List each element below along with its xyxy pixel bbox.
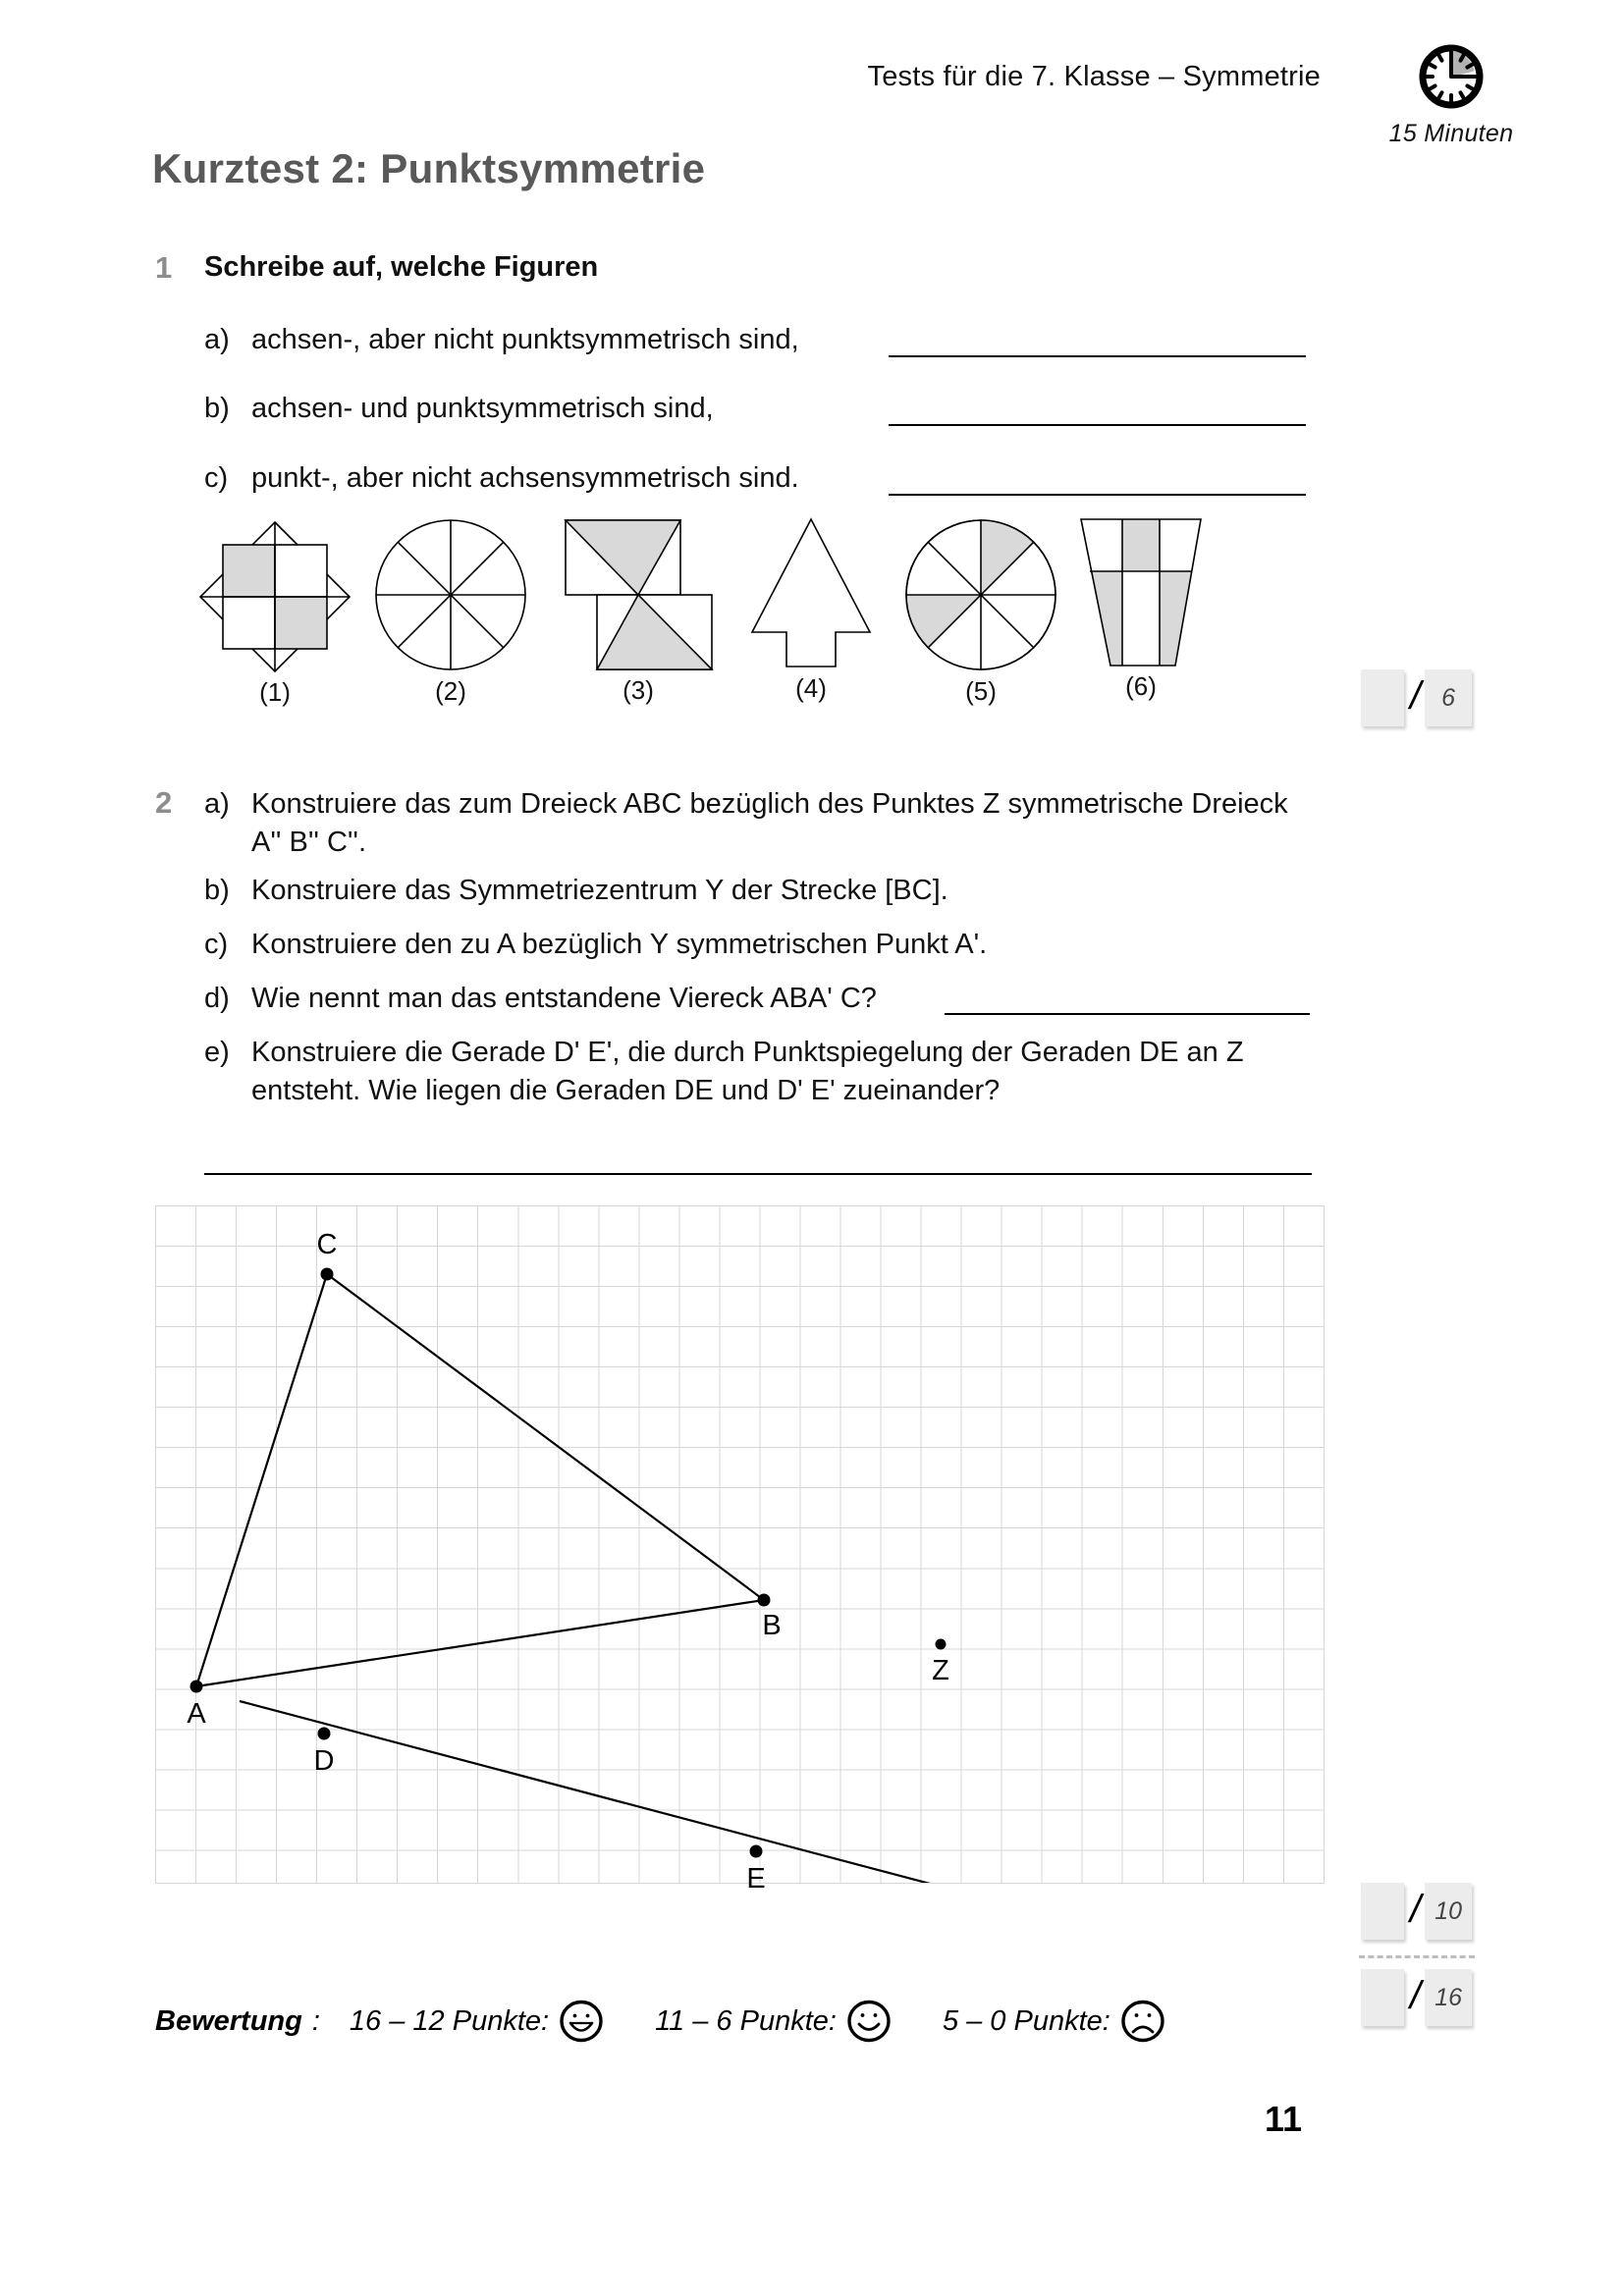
point-label-Z: Z <box>932 1655 949 1686</box>
point-label-A: A <box>187 1698 206 1730</box>
clock-icon <box>1363 39 1540 114</box>
item-text-d: Wie nennt man das entstandene Viereck ABA' C? <box>251 983 877 1014</box>
point-B <box>758 1594 771 1607</box>
figure-row <box>196 510 1208 717</box>
score-slash: / <box>1410 1888 1422 1931</box>
figure-circle-two-shaded-sectors <box>901 515 1060 707</box>
figure-arrow-tree <box>746 516 876 704</box>
point-A <box>190 1681 203 1693</box>
geometry-drawing <box>155 1205 1324 1883</box>
exercise-1-heading: Schreibe auf, welche Figuren <box>204 251 599 283</box>
face-happy-icon <box>559 1999 604 2044</box>
item-text-b: achsen- und punktsymmetrisch sind, <box>251 393 714 424</box>
score-exercise-1[interactable] <box>1361 669 1472 726</box>
answer-line-2d[interactable] <box>945 1013 1310 1015</box>
evaluation-band-low <box>943 1999 1165 2044</box>
score-input-total[interactable] <box>1361 1969 1404 2026</box>
figure-circle-eight-sectors <box>371 515 530 707</box>
item-text-a: Konstruiere das zum Dreieck ABC bezüglich des Punktes Z symmetrische Dreieck A'' B'' C''. <box>251 788 1288 858</box>
exercise-1-number: 1 <box>155 250 173 285</box>
exercise-1-item-b <box>204 390 892 428</box>
face-sad-icon <box>1120 1999 1165 2044</box>
score-total-separator <box>1359 1955 1475 1958</box>
item-text-a: achsen-, aber nicht punktsymmetrisch sind, <box>251 324 799 355</box>
item-text-e: Konstruiere die Gerade D' E', die durch Punktspiegelung der Geraden DE an Z entsteht. Wie liegen die Geraden DE und D' E' zueinander? <box>251 1037 1244 1106</box>
score-max-exercise-1: 6 <box>1425 669 1472 726</box>
item-text-b: Konstruiere das Symmetriezentrum Y der Strecke [BC]. <box>251 875 948 906</box>
geometry-grid[interactable] <box>155 1205 1325 1895</box>
item-label-c: c) <box>204 462 229 494</box>
figure-diamond-with-shaded-squares <box>196 518 353 708</box>
evaluation-band-mid-text: 11 – 6 Punkte: <box>655 2004 837 2037</box>
point-E <box>750 1845 763 1858</box>
page-title: Kurztest 2: Punktsymmetrie <box>152 145 706 191</box>
time-limit-block <box>1363 39 1540 148</box>
item-label-b: b) <box>204 393 230 424</box>
exercise-1-item-a <box>204 321 892 359</box>
evaluation-band-mid <box>655 1999 892 2044</box>
exercise-2-item-e <box>204 1034 1328 1109</box>
figure-inverted-trapezoid <box>1078 516 1204 702</box>
item-label-a: a) <box>204 324 230 355</box>
score-max-exercise-2: 10 <box>1425 1883 1472 1940</box>
point-C <box>321 1268 334 1281</box>
answer-line-1b[interactable] <box>889 424 1306 426</box>
item-text-c: punkt-, aber nicht achsensymmetrisch sind. <box>251 462 799 494</box>
item-label-d: d) <box>204 983 230 1014</box>
exercise-1-item-c <box>204 459 892 498</box>
running-head: Tests für die 7. Klasse – Symmetrie <box>867 61 1321 92</box>
evaluation-label: Bewertung <box>155 2004 302 2037</box>
item-label-e: e) <box>204 1037 230 1068</box>
exercise-2-item-d <box>204 980 990 1018</box>
score-input-exercise-1[interactable] <box>1361 669 1404 726</box>
figure-caption-3: (3) <box>623 675 654 705</box>
item-label-a: a) <box>204 788 230 820</box>
exercise-2-item-a <box>204 785 1314 861</box>
figure-caption-5: (5) <box>965 676 997 706</box>
score-slash: / <box>1410 674 1422 718</box>
page-number: 11 <box>1265 2099 1303 2139</box>
figure-caption-6: (6) <box>1125 671 1157 701</box>
point-label-E: E <box>746 1863 766 1895</box>
point-label-B: B <box>762 1610 782 1641</box>
item-label-c: c) <box>204 929 229 960</box>
exercise-2-number: 2 <box>155 785 173 820</box>
evaluation-band-high-text: 16 – 12 Punkte: <box>349 2004 550 2037</box>
score-max-total: 16 <box>1425 1969 1472 2026</box>
exercise-2-item-c <box>204 926 1314 964</box>
point-Z <box>936 1639 947 1650</box>
item-label-b: b) <box>204 875 230 906</box>
exercise-2-item-b <box>204 872 1314 910</box>
score-slash: / <box>1410 1974 1422 2017</box>
evaluation-band-low-text: 5 – 0 Punkte: <box>942 2004 1110 2037</box>
evaluation-colon: : <box>311 2004 320 2037</box>
time-limit-label: 15 Minuten <box>1388 120 1514 147</box>
point-D <box>318 1728 331 1740</box>
answer-line-1c[interactable] <box>889 494 1306 496</box>
triangle-ABC <box>196 1274 764 1686</box>
figure-caption-1: (1) <box>259 677 291 707</box>
face-neutral-icon <box>846 1999 892 2044</box>
score-exercise-2[interactable] <box>1361 1883 1472 1940</box>
point-label-C: C <box>316 1229 338 1260</box>
figure-caption-4: (4) <box>795 673 827 703</box>
line-D-E <box>240 1701 1019 1883</box>
evaluation-row <box>155 1999 1217 2044</box>
score-input-exercise-2[interactable] <box>1361 1883 1404 1940</box>
answer-line-2e[interactable] <box>204 1173 1312 1175</box>
figure-offset-rectangles-hourglass <box>560 518 717 706</box>
item-text-c: Konstruiere den zu A bezüglich Y symmetrischen Punkt A'. <box>251 929 988 960</box>
evaluation-band-high <box>350 1999 604 2044</box>
point-label-D: D <box>313 1745 335 1777</box>
answer-line-1a[interactable] <box>889 355 1306 357</box>
figure-caption-2: (2) <box>435 676 466 706</box>
score-total[interactable] <box>1361 1969 1472 2026</box>
